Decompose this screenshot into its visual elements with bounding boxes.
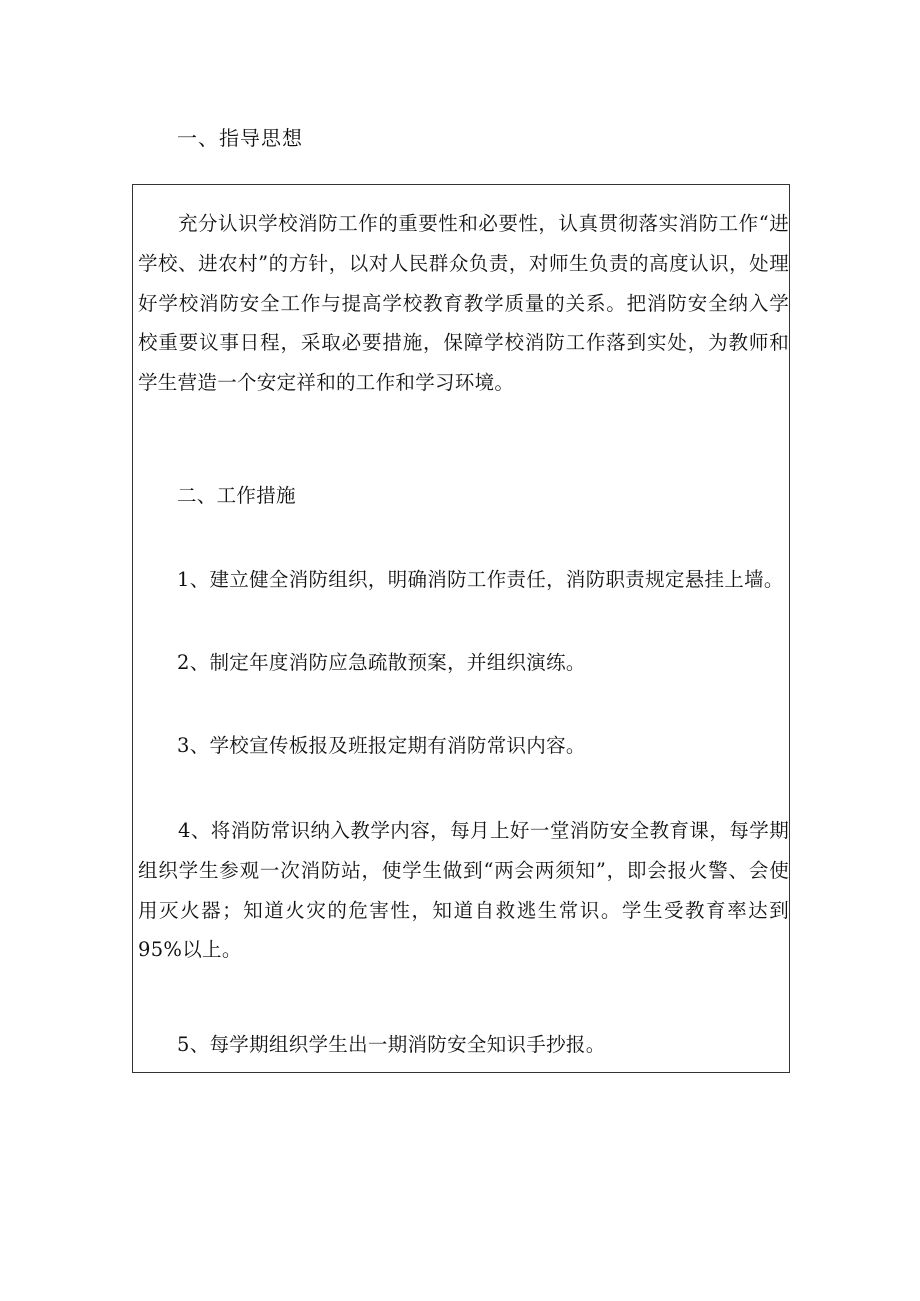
measure-item-5: 5、每学期组织学生出一期消防安全知识手抄报。 xyxy=(177,1033,606,1056)
content-box xyxy=(132,184,790,1073)
section-heading-guiding-thought: 一、指导思想 xyxy=(177,126,303,150)
section-heading-work-measures: 二、工作措施 xyxy=(177,484,296,507)
measure-item-3: 3、学校宣传板报及班报定期有消防常识内容。 xyxy=(177,734,586,757)
measure-item-1: 1、建立健全消防组织，明确消防工作责任，消防职责规定悬挂上墙。 xyxy=(177,568,784,591)
measure-item-4: 4、将消防常识纳入教学内容，每月上好一堂消防安全教育课，每学期组织学生参观一次消防站，使学生做到“两会两须知”，即会报火警、会使用灭火器；知道火灾的危害性，知道自救逃生常识。学生受教育率达到95%以上。 xyxy=(138,819,789,962)
measure-item-2: 2、制定年度消防应急疏散预案，并组织演练。 xyxy=(177,651,586,674)
guiding-thought-paragraph: 充分认识学校消防工作的重要性和必要性，认真贯彻落实消防工作“进学校、进农村”的方针，以对人民群众负责，对师生负责的高度认识，处理好学校消防安全工作与提高学校教育教学质量的关系。把消防安全纳入学校重要议事日程，采取必要措施，保障学校消防工作落到实处，为教师和学生营造一个安定祥和的工作和学习环境。 xyxy=(138,212,789,395)
